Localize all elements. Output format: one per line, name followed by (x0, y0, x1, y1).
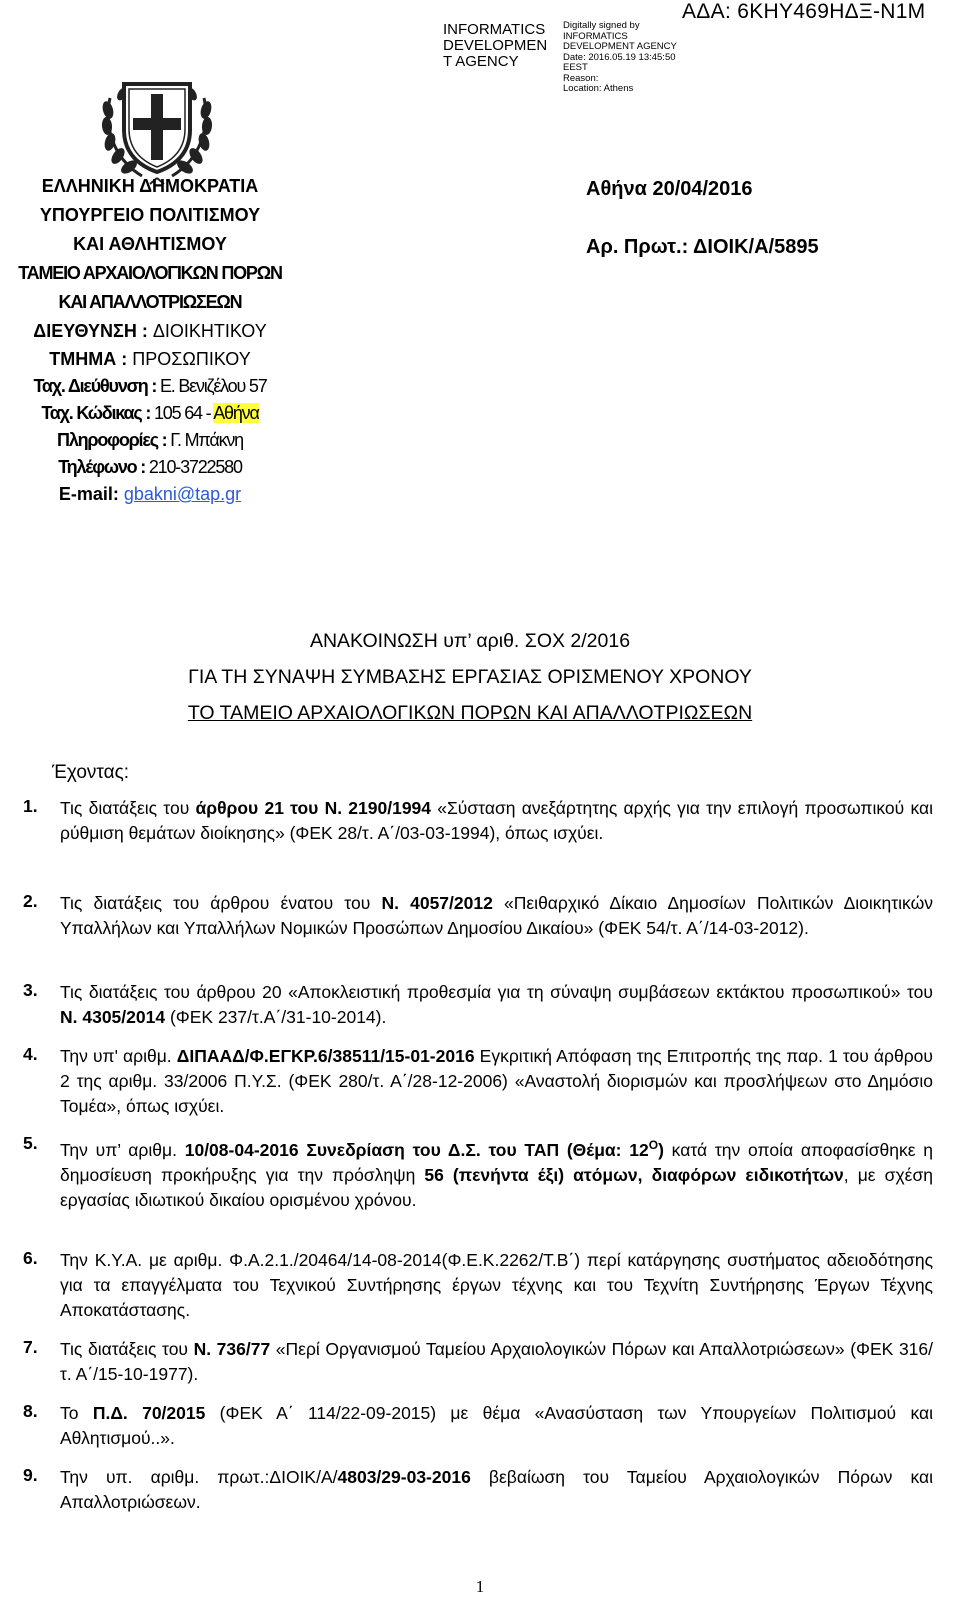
direction-line: ΔΙΕΥΘΥΝΣΗ : ΔΙΟΙΚΗΤΙΚΟΥ (33, 321, 267, 341)
signature-organization (443, 22, 563, 70)
item-number: 1. (23, 796, 38, 816)
item-number: 3. (23, 980, 38, 1000)
item-number: 9. (23, 1465, 38, 1485)
ministry-line-2: ΚΑΙ ΑΘΛΗΤΙΣΜΟΥ (73, 234, 227, 254)
having-label: Έχοντας: (52, 762, 130, 783)
email-link[interactable]: gbakni@tap.gr (123, 484, 242, 504)
ministry-line: ΥΠΟΥΡΓΕΙΟ ΠΟΛΙΤΙΣΜΟΥ (39, 205, 261, 225)
item-number: 4. (23, 1044, 38, 1064)
fund-line: ΤΑΜΕΙΟ ΑΡΧΑΙΟΛΟΓΙΚΩΝ ΠΟΡΩΝ (18, 263, 282, 283)
item-text: Τις διατάξεις του Ν. 736/77 «Περί Οργανισμού Ταμείου Αρχαιολογικών Πόρων και Απαλλοτριώσεων» (ΦΕΚ 316/τ. Α΄/15-10-1977). (60, 1339, 934, 1384)
item-number: 6. (23, 1248, 38, 1268)
email-line: E-mail: gbakni@tap.gr (58, 484, 242, 504)
title-line-3: ΤΟ ΤΑΜΕΙΟ ΑΡΧΑΙΟΛΟΓΙΚΩΝ ΠΟΡΩΝ ΚΑΙ ΑΠΑΛΛΟΤΡΙΩΣΕΩΝ (187, 702, 753, 724)
item-text: Την υπ. αριθμ. πρωτ.:ΔΙΟΙΚ/Α/4803/29-03-2016 βεβαίωση του Ταμείου Αρχαιολογικών Πόρων και Απαλλοτριώσεων. (60, 1467, 933, 1512)
signature-org-line: INFORMATICS (443, 21, 546, 38)
item-text: Τις διατάξεις του άρθρου 21 του Ν. 2190/1994 «Σύσταση ανεξάρτητης αρχής για την επιλογή προσωπικού και ρύθμιση θεμάτων διοίκησης» (ΦΕΚ 28/τ. Α΄/03-03-1994), όπως ισχύει. (60, 798, 933, 843)
protocol-number: Αρ. Πρωτ.: ΔΙΟΙΚ/Α/5895 (586, 236, 819, 258)
signature-details (563, 21, 677, 95)
page-number: 1 (475, 1577, 485, 1596)
item-text: Τις διατάξεις του άρθρου ένατου του Ν. 4057/2012 «Πειθαρχικό Δίκαιο Δημοσίων Πολιτικών Διοικητικών Υπαλλήλων και Υπαλλήλων Νομικών Προσώπων Δημοσίου Δικαίου» (ΦΕΚ 54/τ. Α΄/14-03-2012). (60, 893, 933, 938)
item-number: 7. (23, 1337, 38, 1357)
fund-line-2: ΚΑΙ ΑΠΑΛΛΟΤΡΙΩΣΕΩΝ (58, 292, 242, 312)
signature-detail-line: EEST (563, 62, 588, 73)
ada-code: ΑΔΑ: 6ΚΗΥ469ΗΔΞ-Ν1Μ (682, 0, 926, 23)
section-line: ΤΜΗΜΑ : ΠΡΟΣΩΠΙΚΟΥ (49, 349, 251, 369)
item-text: Την υπ’ αριθμ. 10/08-04-2016 Συνεδρίαση του Δ.Σ. του ΤΑΠ (Θέμα: $12^O$) κατά την οποία αποφασίσθηκε η δημοσίευση προκήρυξης για την πρόσληψη 56 (πενήντα έξι) ατόμων, διαφόρων ειδικοτήτων, με σχέση εργασίας ιδιωτικού δικαίου ορισμένου χρόνου. (60, 1138, 934, 1210)
signature-detail-line: Date: 2016.05.19 13:45:50 (563, 51, 676, 63)
greek-coat-of-arms-icon (98, 70, 216, 186)
signature-detail-line: DEVELOPMENT AGENCY (563, 41, 677, 52)
address-line: Ταχ. Διεύθυνση : Ε. Βενιζέλου 57 (33, 376, 267, 396)
item-number: 5. (23, 1133, 38, 1153)
item-text: Τις διατάξεις του άρθρου 20 «Αποκλειστική προθεσμία για τη σύναψη συμβάσεων εκτάκτου προσωπικού» του Ν. 4305/2014 (ΦΕΚ 237/τ.Α΄/31-10-2014). (60, 982, 933, 1027)
signature-detail-line: Reason: (563, 72, 599, 84)
city-highlighted: Αθήνα (213, 403, 259, 423)
postcode-line: Ταχ. Κώδικας : 105 64 - Αθήνα (41, 403, 259, 423)
phone-line: Τηλέφωνο : 210-3722580 (58, 457, 242, 477)
item-text: Το Π.Δ. 70/2015 (ΦΕΚ Α΄ 114/22-09-2015) με θέμα «Ανασύσταση των Υπουργείων Πολιτισμού και Αθλητισμού..». (60, 1403, 933, 1448)
item-number: 8. (23, 1401, 38, 1421)
document-date: Αθήνα 20/04/2016 (586, 178, 753, 200)
title-line-2: ΓΙΑ ΤΗ ΣΥΝΑΨΗ ΣΥΜΒΑΣΗΣ ΕΡΓΑΣΙΑΣ ΟΡΙΣΜΕΝΟΥ ΧΡΟΝΟΥ (188, 666, 752, 688)
signature-org-line: T AGENCY (443, 53, 519, 70)
title-line-1: ΑΝΑΚΟΙΝΩΣΗ υπ’ αριθ. ΣΟΧ 2/2016 (309, 630, 631, 652)
republic-line: ΕΛΛΗΝΙΚΗ ΔΗΜΟΚΡΑΤΙΑ (41, 176, 259, 196)
signature-detail-line: Digitally signed by (563, 20, 640, 31)
item-text: Την Κ.Υ.Α. με αριθμ. Φ.Α.2.1./20464/14-08-2014(Φ.Ε.Κ.2262/Τ.Β΄) περί κατάργησης συστήματος αδειοδότησης για τα επαγγέλματα του Τεχνικού Συντήρησης έργων τέχνης και του Τεχνίτη Συντήρησης Έργων Τέχνης Αποκατάστασης. (60, 1250, 933, 1320)
signature-detail-line: Location: Athens (563, 83, 634, 94)
item-number: 2. (23, 891, 38, 911)
info-line: Πληροφορίες : Γ. Μπάκνη (57, 430, 243, 450)
signature-org-line: DEVELOPMEN (443, 37, 548, 54)
item-text: Την υπ' αριθμ. ΔΙΠΑΑΔ/Φ.ΕΓΚΡ.6/38511/15-01-2016 Εγκριτική Απόφαση της Επιτροπής της παρ. 1 του άρθρου 2 της αριθμ. 33/2006 Π.Υ.Σ. (ΦΕΚ 280/τ. Α΄/28-12-2006) «Αναστολή διορισμών και προσλήψεων στο Δημόσιο Τομέα», όπως ισχύει. (60, 1046, 933, 1116)
signature-detail-line: INFORMATICS (563, 30, 628, 42)
